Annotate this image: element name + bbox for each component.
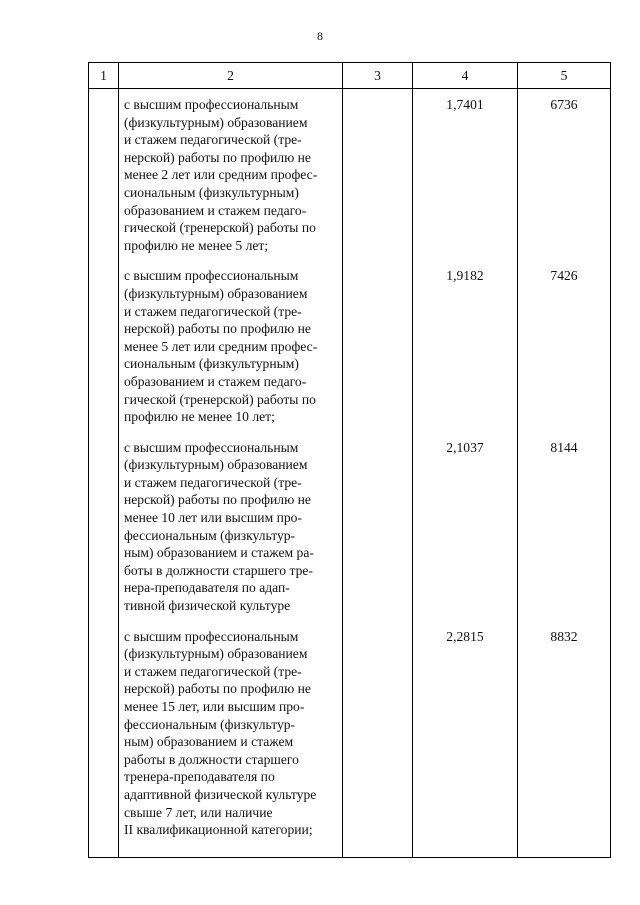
description-line: нера-преподавателя по адап-	[124, 580, 290, 596]
description-line: нерской) работы по профилю не	[124, 321, 311, 337]
cell-amount	[518, 621, 611, 858]
coefficient-value: 2,1037	[446, 439, 484, 455]
description-line: менее 2 лет или средним профес-	[124, 167, 318, 183]
description-line: работы в должности старшего	[124, 751, 299, 767]
description-line: профилю не менее 10 лет;	[124, 409, 275, 425]
coefficient-value: 1,9182	[446, 268, 484, 284]
amount-value: 8832	[550, 628, 578, 644]
description-line: (физкультурным) образованием	[124, 646, 308, 662]
description-line: менее 10 лет или высшим про-	[124, 510, 302, 526]
description-text	[124, 89, 338, 260]
description-text	[124, 621, 338, 857]
column-header-3: 3	[343, 63, 413, 89]
cell-coefficient	[413, 432, 518, 621]
description-line: II квалификационной категории;	[124, 822, 313, 838]
description-line: ным) образованием и стажем	[124, 734, 294, 750]
cell-col3	[343, 260, 413, 431]
description-line: и стажем педагогической (тре-	[124, 132, 302, 148]
description-line: (физкультурным) образованием	[124, 285, 308, 301]
cell-col1	[89, 89, 119, 261]
cell-description	[119, 432, 343, 621]
description-line: фессиональным (физкультур-	[124, 527, 296, 543]
cell-coefficient	[413, 89, 518, 261]
description-line: образованием и стажем педаго-	[124, 202, 307, 218]
coefficient-value: 2,2815	[446, 628, 484, 644]
table-row	[89, 621, 611, 858]
cell-description	[119, 260, 343, 431]
description-line: менее 5 лет или средним профес-	[124, 338, 318, 354]
description-line: сиональным (физкультурным)	[124, 356, 299, 372]
description-line: сиональным (физкультурным)	[124, 184, 299, 200]
description-line: менее 15 лет, или высшим про-	[124, 699, 305, 714]
description-line: профилю не менее 5 лет;	[124, 237, 269, 253]
description-line: (физкультурным) образованием	[124, 457, 308, 473]
salary-table	[88, 62, 611, 858]
column-header-1: 1	[89, 63, 119, 89]
amount-value: 6736	[550, 97, 578, 112]
description-line: нерской) работы по профилю не	[124, 492, 311, 508]
cell-coefficient	[413, 260, 518, 431]
description-line: с высшим профессиональным	[124, 268, 299, 284]
description-line: свыше 7 лет, или наличие	[124, 804, 273, 820]
amount-value: 8144	[550, 439, 578, 455]
description-line: гической (тренерской) работы по	[124, 220, 316, 236]
cell-col3	[343, 432, 413, 621]
cell-col1	[89, 621, 119, 858]
description-line: тренера-преподавателя по	[124, 769, 275, 785]
cell-description	[119, 621, 343, 858]
description-line: (физкультурным) образованием	[124, 114, 308, 130]
description-line: с высшим профессиональным	[124, 439, 299, 455]
description-line: и стажем педагогической (тре-	[124, 663, 302, 679]
table-row	[89, 432, 611, 621]
column-header-5: 5	[518, 63, 611, 89]
column-header-4: 4	[413, 63, 518, 89]
column-header-2: 2	[119, 63, 343, 89]
table-header-row	[89, 63, 611, 89]
table-row	[89, 260, 611, 431]
description-line: с высшим профессиональным	[124, 628, 299, 644]
description-text	[124, 260, 338, 431]
cell-col1	[89, 260, 119, 431]
table-row	[89, 89, 611, 261]
cell-coefficient	[413, 621, 518, 858]
page-number: 8	[317, 29, 323, 43]
cell-amount	[518, 260, 611, 431]
description-line: нерской) работы по профилю не	[124, 681, 311, 697]
cell-col3	[343, 89, 413, 261]
description-line: образованием и стажем педаго-	[124, 373, 307, 389]
cell-col1	[89, 432, 119, 621]
amount-value: 7426	[550, 268, 578, 284]
cell-description	[119, 89, 343, 261]
description-line: адаптивной физической культуре	[124, 786, 317, 802]
description-line: фессиональным (физкультур-	[124, 716, 296, 732]
description-line: нерской) работы по профилю не	[124, 149, 311, 165]
coefficient-value: 1,7401	[446, 97, 484, 112]
cell-amount	[518, 432, 611, 621]
description-line: ным) образованием и стажем ра-	[124, 545, 314, 561]
cell-col3	[343, 621, 413, 858]
description-line: гической (тренерской) работы по	[124, 391, 316, 407]
description-text	[124, 432, 338, 621]
description-line: с высшим профессиональным	[124, 97, 299, 112]
cell-amount	[518, 89, 611, 261]
description-line: тивной физической культуре	[124, 598, 291, 614]
description-line: и стажем педагогической (тре-	[124, 474, 302, 490]
table-body	[89, 89, 611, 858]
description-line: и стажем педагогической (тре-	[124, 303, 302, 319]
description-line: боты в должности старшего тре-	[124, 562, 313, 578]
